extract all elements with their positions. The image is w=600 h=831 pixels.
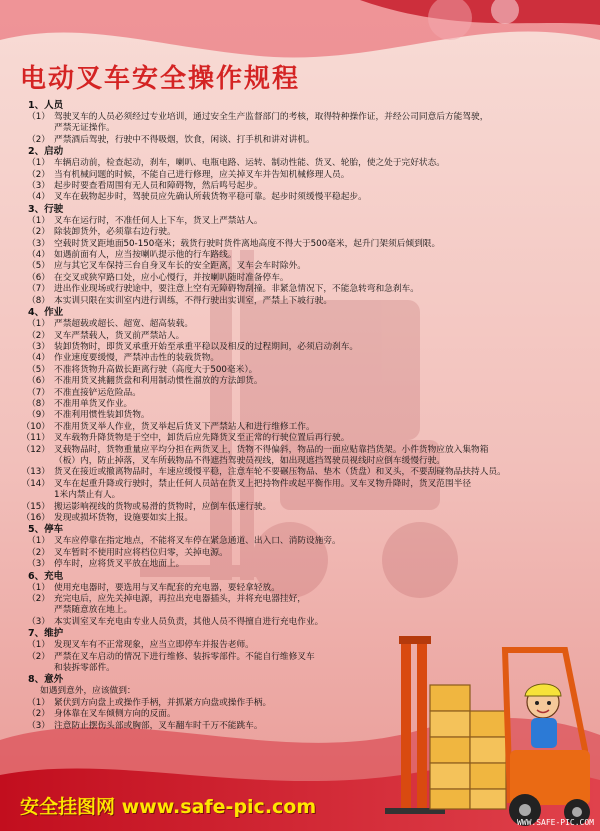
item-number: （1） bbox=[27, 536, 50, 547]
item-number: （1） bbox=[27, 319, 50, 330]
forklift-illustration bbox=[385, 630, 595, 830]
list-item bbox=[14, 135, 586, 146]
item-number: （6） bbox=[27, 272, 50, 283]
list-item bbox=[14, 583, 586, 594]
list-item bbox=[14, 548, 586, 559]
item-text: 空载时货叉距地面50-150毫米；载货行驶时货件离地高度不得大于500毫米，起升门架须后倾到限。 bbox=[54, 238, 441, 249]
section bbox=[14, 307, 586, 524]
list-item bbox=[14, 445, 586, 468]
section-heading: 8、意外 bbox=[28, 674, 64, 686]
item-text: 严禁超载或超长、超宽、超高装载。 bbox=[54, 319, 193, 330]
list-item bbox=[14, 319, 586, 330]
item-text: 如遇前面有人，应当按喇叭提示他的行车路线。 bbox=[54, 250, 237, 261]
list-item bbox=[14, 250, 586, 261]
list-item bbox=[14, 433, 586, 444]
item-number: （2） bbox=[27, 134, 50, 145]
item-text: 叉车在载物起步时，驾驶员应先确认所载货物平稳可靠。起步时须缓慢平稳起步。 bbox=[54, 192, 367, 203]
list-item bbox=[14, 536, 586, 547]
item-text: 身体靠在叉车倾侧方向的反面。 bbox=[54, 709, 176, 720]
item-number: （8） bbox=[27, 295, 50, 306]
list-item bbox=[14, 342, 586, 353]
list-item bbox=[14, 399, 586, 410]
list-item bbox=[14, 112, 586, 135]
item-text: 发现叉车有不正常现象，应当立即停车并报告老师。 bbox=[54, 640, 254, 651]
item-text: 充完电后，应先关掉电源，再拉出充电器插头，并将充电器挂好， 严禁随意放在地上。 bbox=[54, 594, 306, 616]
list-item bbox=[14, 353, 586, 364]
list-item bbox=[14, 365, 586, 376]
item-text: 发现或损坏货物，设施要如实上报。 bbox=[54, 513, 193, 523]
list-item bbox=[14, 422, 586, 433]
item-number: （1） bbox=[27, 582, 50, 593]
list-item bbox=[14, 284, 586, 295]
list-item bbox=[14, 261, 586, 272]
item-number: （2） bbox=[27, 594, 50, 605]
item-text: 叉车载物升降货物是于空中，卸货后应先降货叉至正常的行驶位置后再行驶。 bbox=[54, 433, 350, 444]
item-number: （3） bbox=[27, 720, 50, 731]
item-text: 不准用单货叉作业。 bbox=[54, 398, 133, 409]
list-item bbox=[14, 502, 586, 513]
section-heading: 4、作业 bbox=[28, 307, 64, 319]
item-number: （7） bbox=[27, 284, 50, 295]
item-number: （14） bbox=[21, 478, 50, 489]
item-text: 不准用货叉举人作业，货叉举起后货叉下严禁站人和进行维修工作。 bbox=[54, 421, 315, 432]
item-number: （4） bbox=[27, 353, 50, 364]
item-number: （2） bbox=[27, 547, 50, 558]
item-text: 不准直接铲运危险品。 bbox=[54, 387, 141, 398]
item-number: （6） bbox=[27, 376, 50, 387]
item-number: （7） bbox=[27, 387, 50, 398]
item-number: （12） bbox=[21, 444, 50, 455]
item-number: （1） bbox=[27, 697, 50, 708]
item-number: （15） bbox=[21, 501, 50, 512]
list-item bbox=[14, 594, 586, 617]
item-number: （1） bbox=[27, 158, 50, 169]
section-heading: 6、充电 bbox=[28, 570, 64, 582]
item-number: （3） bbox=[27, 616, 50, 627]
page-title: 电动叉车安全操作规程 bbox=[20, 64, 301, 94]
item-text: 本实训室叉车充电由专业人员负责，其他人员不得擅自进行充电作业。 bbox=[54, 616, 324, 627]
list-item bbox=[14, 479, 586, 502]
item-text: 注意防止摆伤头部或胸部，叉车翻车时千万不能跳车。 bbox=[54, 720, 263, 731]
item-text: 使用充电器时，要选用与叉车配套的充电器，要轻拿轻放。 bbox=[54, 582, 280, 593]
footer-site-name: 安全挂图网 www.safe-pic.com bbox=[20, 796, 317, 818]
item-number: （4） bbox=[27, 192, 50, 203]
item-text: 叉车在起重升降或行驶时，禁止任何人员站在货叉上把持物件或起平衡作用。叉车叉物升降时，货叉范围半径 1米内禁止有人。 bbox=[54, 478, 471, 501]
item-text: 驾驶叉车的人员必须经过专业培训，通过安全生产监督部门的考核，取得特种操作证，并经公司同意后方能驾驶， 严禁无证操作。 bbox=[54, 112, 489, 134]
list-item bbox=[14, 376, 586, 387]
item-number: （8） bbox=[27, 398, 50, 409]
item-text: 叉车严禁载人，货叉前严禁站人。 bbox=[54, 330, 185, 341]
list-item bbox=[14, 388, 586, 399]
list-item bbox=[14, 273, 586, 284]
list-item bbox=[14, 227, 586, 238]
list-item bbox=[14, 216, 586, 227]
item-text: 叉载物品时，货物重量应平均分担在两货叉上，货物不得偏斜，物品的一面应贴靠挡货架。小件货物应放入集物箱 （板）内，防止掉落，叉车所载物品不得遮挡驾驶员视线，如出现遮挡驾驶员视线时应倒车缓慢行驶。 bbox=[54, 444, 489, 466]
section-heading: 7、维护 bbox=[28, 628, 64, 640]
list-item bbox=[14, 181, 586, 192]
section-intro: 如遇到意外，应该做到： bbox=[40, 686, 136, 697]
item-text: 叉车在运行时，不准任何人上下车，货叉上严禁站人。 bbox=[54, 215, 263, 226]
list-item bbox=[14, 467, 586, 478]
item-text: 叉车暂时不使用时应将档位归零，关掉电源。 bbox=[54, 547, 228, 558]
item-text: 不准利用惯性装卸货物。 bbox=[54, 410, 150, 421]
item-text: 严禁在叉车启动的情况下进行维修、装拆零部件。不能自行维修叉车 和装拆零部件。 bbox=[54, 651, 315, 674]
item-number: （11） bbox=[21, 433, 50, 444]
item-number: （5） bbox=[27, 261, 50, 272]
section-heading: 2、启动 bbox=[28, 146, 64, 158]
item-number: （3） bbox=[27, 559, 50, 570]
item-number: （1） bbox=[27, 215, 50, 226]
item-text: 严禁酒后驾驶，行驶中不得吸烟，饮食，闲谈、打手机和讲对讲机。 bbox=[54, 134, 315, 145]
item-text: 不准将货物升高做长距离行驶（高度大于500毫米）。 bbox=[54, 364, 258, 375]
item-text: 紧伏到方向盘上或操作手柄，并抓紧方向盘或操作手柄。 bbox=[54, 697, 272, 708]
item-number: （2） bbox=[27, 651, 50, 662]
item-number: （3） bbox=[27, 181, 50, 192]
item-text: 车辆启动前，检查起动，刹车，喇叭、电瓶电路、运转、制动性能、货叉、轮胎，使之处于完好状态。 bbox=[54, 158, 445, 169]
item-number: （3） bbox=[27, 238, 50, 249]
item-text: 不准用货叉挑翻货盘和利用制动惯性溜放的方法卸货。 bbox=[54, 376, 263, 387]
item-text: 停车时，应将货叉平放在地面上。 bbox=[54, 559, 185, 570]
item-number: （4） bbox=[27, 250, 50, 261]
item-number: （2） bbox=[27, 227, 50, 238]
list-item bbox=[14, 239, 586, 250]
item-text: 货叉在接近或撤离物品时，车速应缓慢平稳，注意车轮不要碾压物品、垫木（货盘）和叉头，不要刮碰物品扶持人员。 bbox=[54, 467, 506, 478]
list-item bbox=[14, 410, 586, 421]
item-text: 在交叉或狭窄路口处，应小心慢行，并按喇叭随时准备停车。 bbox=[54, 272, 289, 283]
item-number: （9） bbox=[27, 410, 50, 421]
item-number: （2） bbox=[27, 169, 50, 180]
list-item bbox=[14, 513, 586, 524]
list-item bbox=[14, 559, 586, 570]
item-text: 起步时要查看周围有无人员和障碍物，然后鸣号起步。 bbox=[54, 181, 263, 192]
item-text: 叉车应停靠在指定地点，不能将叉车停在紧急通道、出入口、消防设施旁。 bbox=[54, 536, 341, 547]
item-text: 当有机械问题的时候，不能自己进行修理，应关掉叉车并告知机械修理人员。 bbox=[54, 169, 350, 180]
item-number: （1） bbox=[27, 112, 50, 122]
section bbox=[14, 524, 586, 570]
list-item bbox=[14, 617, 586, 628]
item-number: （2） bbox=[27, 330, 50, 341]
item-text: 作业速度要缓慢，严禁冲击性的装载货物。 bbox=[54, 353, 220, 364]
item-text: 除装卸货外，必须靠右边行驶。 bbox=[54, 227, 176, 238]
item-number: （16） bbox=[21, 513, 50, 523]
item-number: （1） bbox=[27, 640, 50, 651]
section bbox=[14, 100, 586, 146]
item-text: 装卸货物时，即货叉承重开始至承重平稳以及相反的过程期间，必须启动刹车。 bbox=[54, 341, 359, 352]
list-item bbox=[14, 158, 586, 169]
section bbox=[14, 146, 586, 204]
item-number: （2） bbox=[27, 709, 50, 720]
list-item bbox=[14, 192, 586, 203]
section bbox=[14, 571, 586, 629]
item-text: 搬运影响视线的货物或易滑的货物时，应倒车低速行驶。 bbox=[54, 501, 272, 512]
section-heading: 3、行驶 bbox=[28, 203, 64, 215]
item-number: （5） bbox=[27, 364, 50, 375]
item-text: 进出作业现场或行驶途中，要注意上空有无障碍物刮撞。非紧急情况下，不能急转弯和急刹车。 bbox=[54, 284, 419, 295]
watermark-text: WWW.SAFE-PIC.COM bbox=[516, 818, 594, 827]
item-text: 应与其它叉车保持三台自身叉车长的安全距离，叉车会车时除外。 bbox=[54, 261, 306, 272]
item-text: 本实训只限在实训室内进行训练，不得行驶出实训室，严禁上下坡行驶。 bbox=[54, 295, 332, 306]
list-item bbox=[14, 296, 586, 307]
section-heading: 5、停车 bbox=[28, 524, 64, 536]
list-item bbox=[14, 331, 586, 342]
item-number: （3） bbox=[27, 341, 50, 352]
section bbox=[14, 204, 586, 307]
section-heading: 1、人员 bbox=[28, 100, 64, 111]
item-number: （13） bbox=[21, 467, 50, 478]
list-item bbox=[14, 170, 586, 181]
item-number: （10） bbox=[21, 421, 50, 432]
